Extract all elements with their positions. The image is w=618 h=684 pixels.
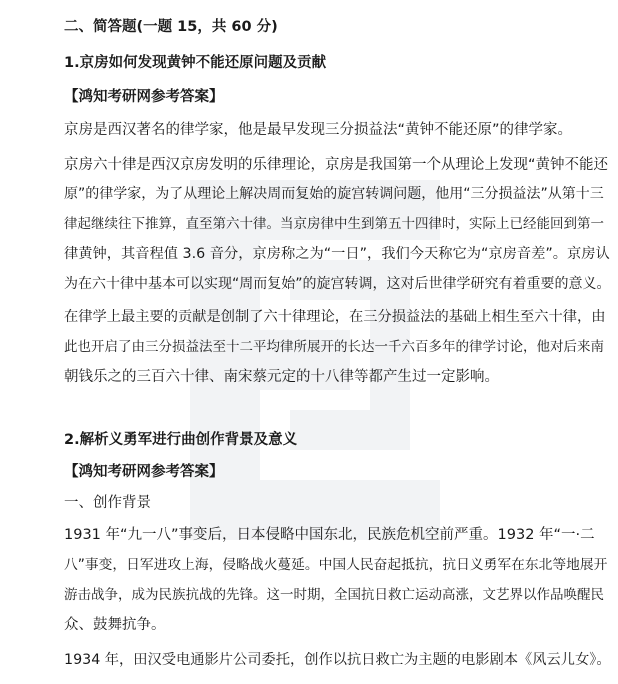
question-2-paragraph-line: 1934 年，田汉受电通影片公司委托，创作以抗日救亡为主题的电影剧本《风云儿女》。 [64, 652, 611, 668]
question-2-paragraph-line: 游击战争，成为民族抗战的先锋。这一时期，全国抗日救亡运动高涨，文艺界以作品唤醒民 [64, 587, 604, 603]
question-1-paragraph-line: 在律学上最主要的贡献是创制了六十律理论，在三分损益法的基础上相生至六十律，由 [64, 309, 606, 325]
question-1-paragraph-line: 京房是西汉著名的律学家，他是最早发现三分损益法“黄钟不能还原”的律学家。 [64, 122, 573, 138]
question-2-paragraph-line: 八”事变，日军进攻上海，侵略战火蔓延。中国人民奋起抵抗，抗日义勇军在东北等地展开 [64, 557, 608, 573]
section-title: 二、简答题(一题 15，共 60 分) [64, 19, 278, 35]
question-1-paragraph-line: 此也开启了由三分损益法至十二平均律所展开的长达一千六百多年的律学讨论，他对后来南 [64, 339, 604, 355]
question-1-paragraph-line: 为在六十律中基本可以实现“周而复始”的旋宫转调，这对后世律学研究有着重要的意义。 [64, 276, 611, 292]
question-1-paragraph-line: 律起继续往下推算，直至第六十律。当京房律中生到第五十四律时，实际上已经能回到第一 [64, 216, 604, 232]
question-2-answer-header: 【鸿知考研网参考答案】 [64, 464, 224, 480]
question-1-title: 1.京房如何发现黄钟不能还原问题及贡献 [64, 55, 327, 71]
question-1-paragraph-line: 京房六十律是西汉京房发明的乐律理论，京房是我国第一个从理论上发现“黄钟不能还 [64, 157, 609, 173]
question-2-paragraph-line: 众、鼓舞抗争。 [64, 617, 166, 633]
question-2-title: 2.解析义勇军进行曲创作背景及意义 [64, 432, 298, 448]
question-2-paragraph-line: 1931 年“九一八”事变后，日本侵略中国东北，民族危机空前严重。1932 年“一·二 [64, 527, 595, 543]
question-2-subheading: 一、创作背景 [64, 495, 151, 511]
question-1-paragraph-line: 原”的律学家，为了从理论上解决周而复始的旋宫转调问题，他用“三分损益法”从第十三 [64, 186, 604, 202]
question-1-paragraph-line: 朝钱乐之的三百六十律、南宋蔡元定的十八律等都产生过一定影响。 [64, 369, 499, 385]
question-1-paragraph-line: 律黄钟，其音程值 3.6 音分，京房称之为“一日”，我们今天称它为“京房音差”。京房认 [64, 246, 610, 262]
question-1-answer-header: 【鸿知考研网参考答案】 [64, 89, 224, 105]
